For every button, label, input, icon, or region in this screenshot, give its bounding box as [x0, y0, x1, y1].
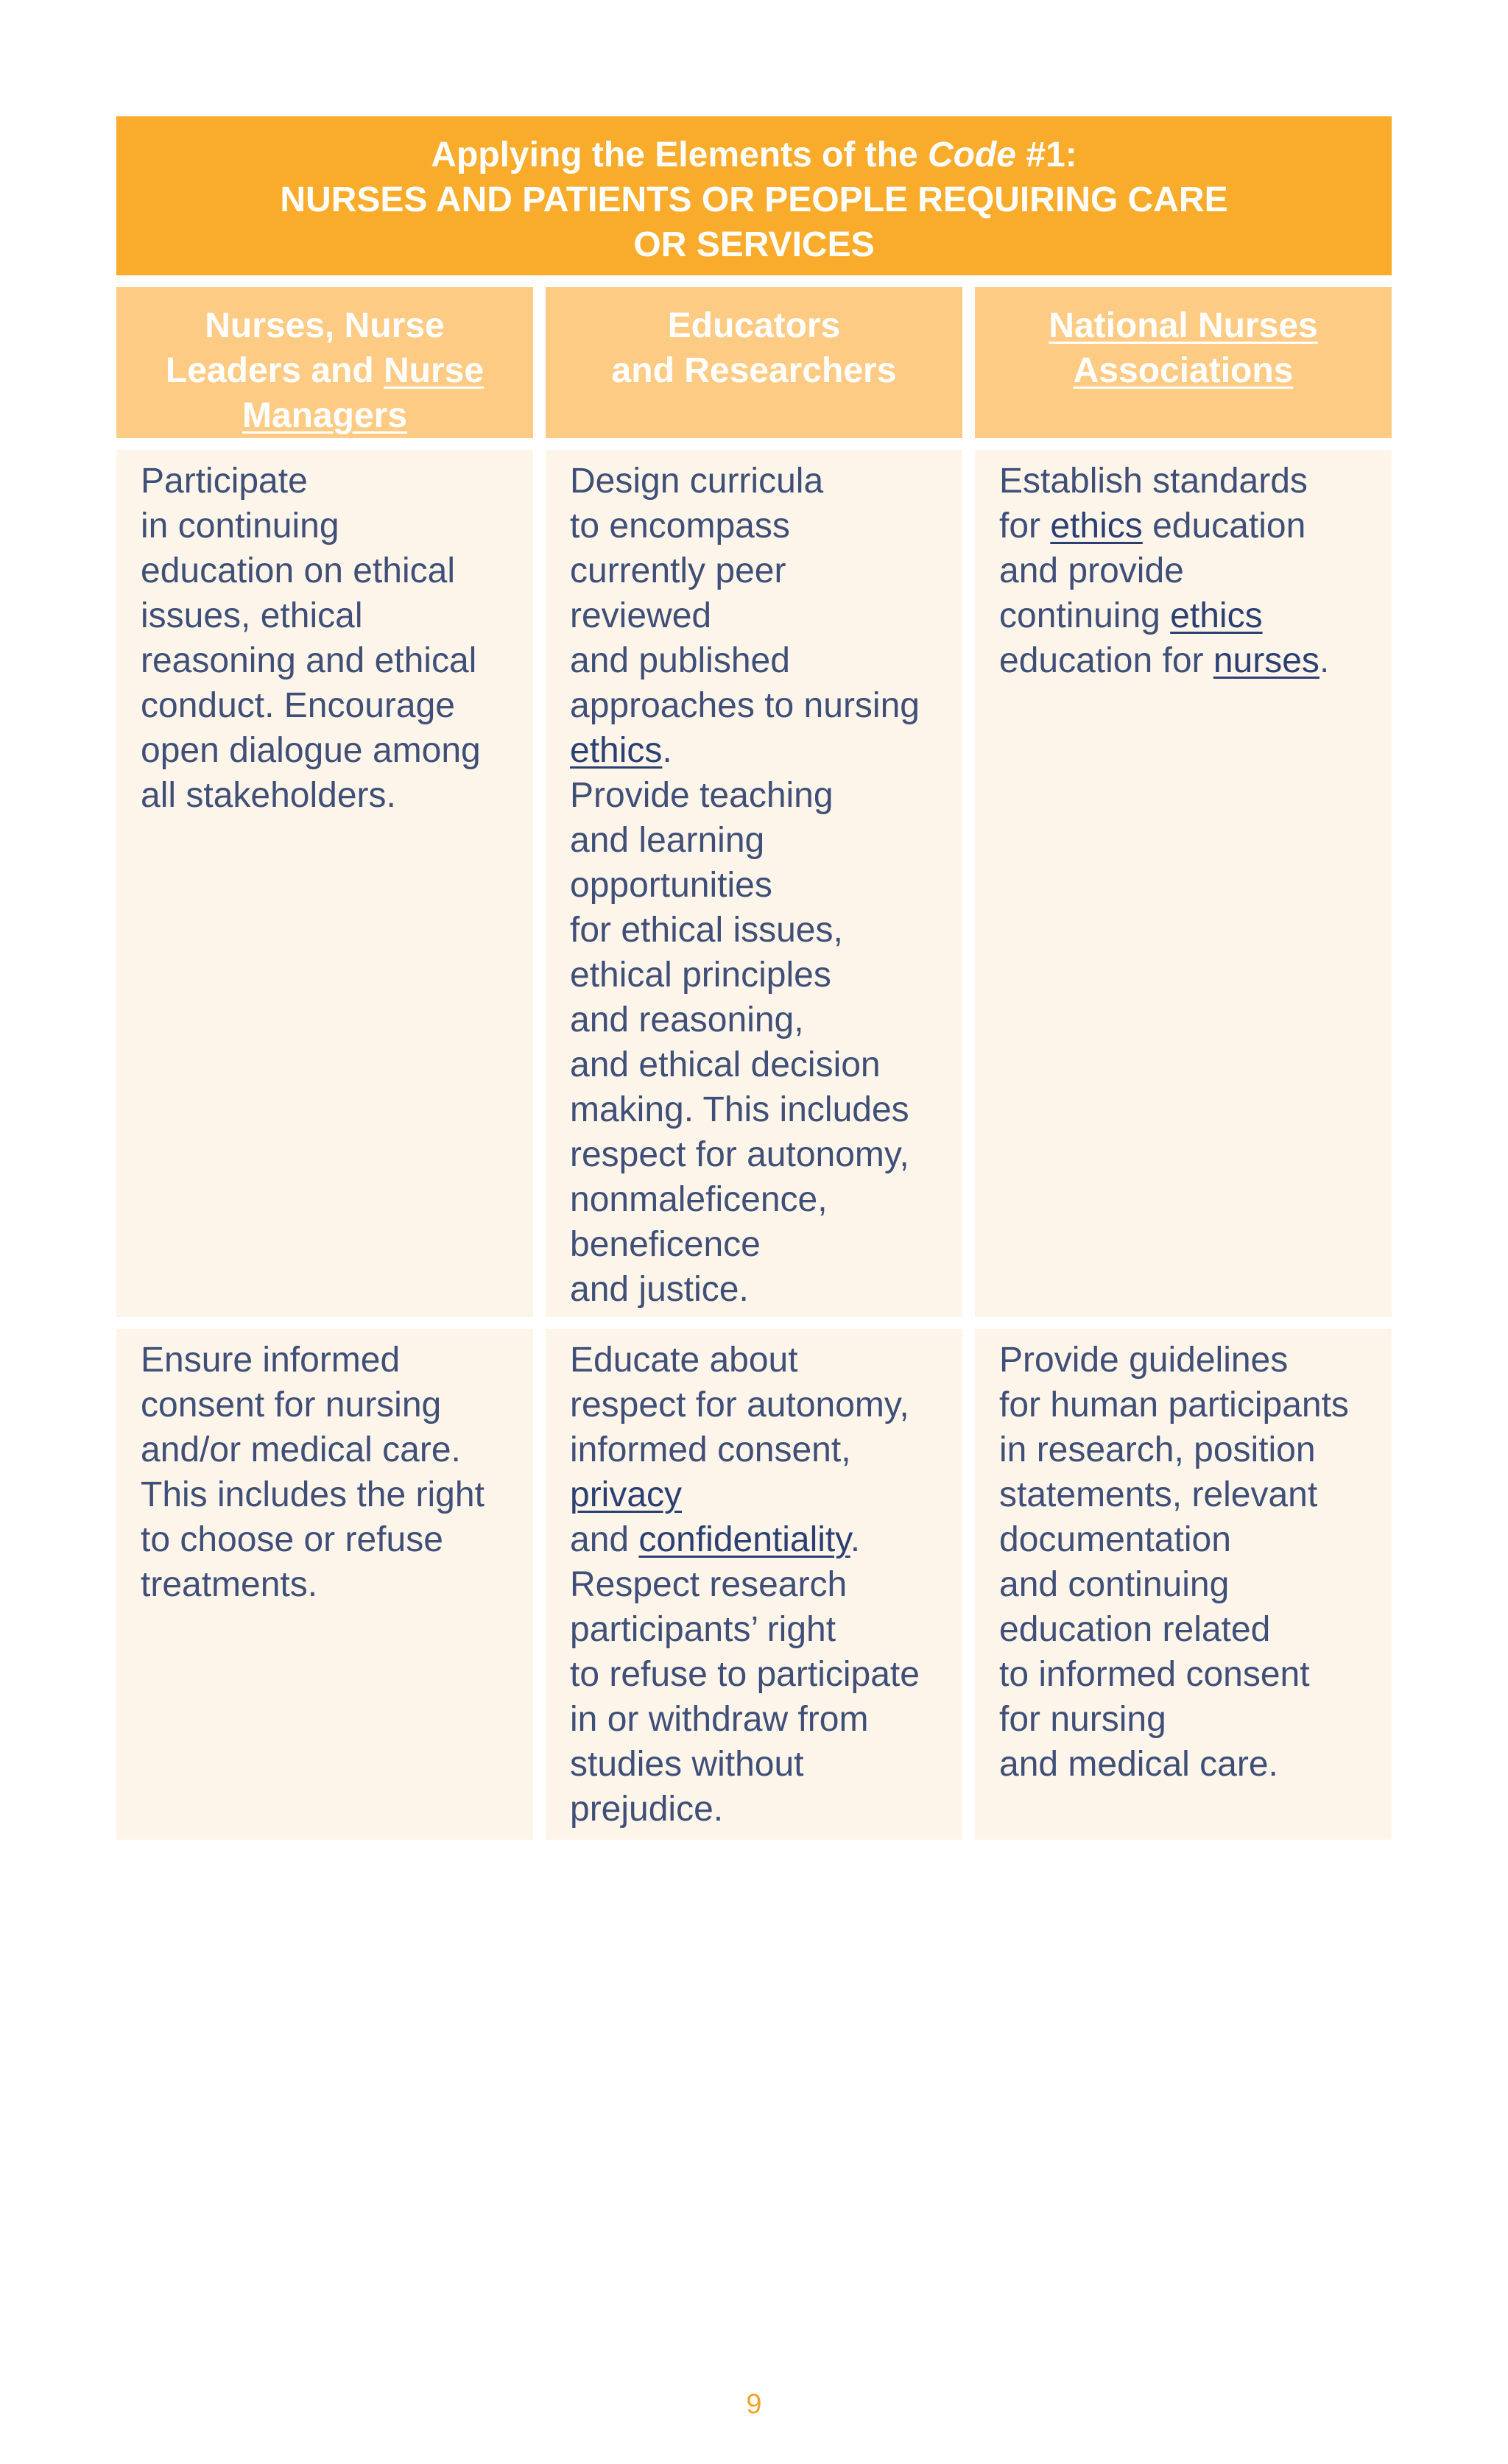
title-code-italic: Code	[928, 135, 1016, 174]
table-cell-row2-col1	[116, 1329, 533, 1840]
code-elements-table	[116, 116, 1392, 1840]
cell-text: and medical care.	[999, 1745, 1278, 1784]
privacy-link[interactable]: privacy	[570, 1475, 683, 1514]
cell-text: consent for nursing	[141, 1385, 442, 1425]
cell-text: respect for autonomy,	[570, 1135, 909, 1174]
cell-text: participants’ right	[570, 1610, 836, 1649]
cell-text: continuing	[999, 596, 1171, 635]
nurse-link[interactable]: Nurse	[384, 351, 485, 390]
cell-text: studies without	[570, 1745, 804, 1784]
cell-text: to informed consent	[999, 1655, 1310, 1694]
cell-text: reasoning and ethical	[141, 641, 477, 680]
cell-text: opportunities	[570, 866, 772, 905]
cell-text	[570, 1517, 948, 1562]
cell-text: treatments.	[141, 1565, 318, 1604]
cell-text: conduct. Encourage	[141, 686, 455, 725]
cell-text: documentation	[999, 1520, 1231, 1559]
title-line-1	[131, 133, 1377, 177]
table-cell-row2-col2	[546, 1329, 962, 1840]
cell-text: all stakeholders.	[141, 776, 396, 815]
header-text	[993, 348, 1374, 393]
cell-text: .	[662, 731, 672, 770]
cell-text: in or withdraw from	[570, 1700, 869, 1739]
column-header-educators	[546, 287, 962, 438]
cell-text: education related	[999, 1610, 1271, 1649]
cell-text: issues, ethical	[141, 596, 363, 635]
title-number: #1:	[1016, 135, 1077, 174]
cell-text	[570, 728, 948, 773]
cell-text	[999, 638, 1377, 683]
cell-text: to encompass	[570, 506, 790, 546]
column-header-national-associations	[975, 287, 1392, 438]
associations-link[interactable]: Associations	[1073, 351, 1294, 390]
nurses-link[interactable]: nurses	[1213, 641, 1320, 680]
cell-text: .	[850, 1520, 861, 1559]
title-text: Applying the Elements of the	[431, 135, 928, 174]
cell-text: Respect research	[570, 1565, 848, 1604]
cell-text: and learning	[570, 821, 765, 860]
cell-text: to choose or refuse	[141, 1520, 443, 1559]
ethics-link[interactable]: ethics	[1170, 596, 1263, 635]
cell-text: approaches to nursing	[570, 686, 920, 725]
cell-text: and published	[570, 641, 790, 680]
cell-text: education on ethical	[141, 551, 455, 590]
cell-text: informed consent,	[570, 1430, 851, 1469]
cell-text: statements, relevant	[999, 1475, 1318, 1514]
cell-text: in research, position	[999, 1430, 1316, 1469]
cell-text: Design curricula	[570, 462, 824, 501]
cell-text: for nursing	[999, 1700, 1166, 1739]
ethics-link[interactable]: ethics	[570, 731, 663, 770]
cell-text: making. This includes	[570, 1090, 909, 1129]
column-header-nurses	[116, 287, 533, 438]
cell-text: currently peer	[570, 551, 786, 590]
table-cell-row1-col3	[975, 450, 1392, 1317]
cell-text	[570, 1472, 948, 1517]
header-text	[134, 348, 515, 393]
cell-text: and reasoning,	[570, 1000, 804, 1039]
managers-link[interactable]: Managers	[242, 396, 408, 435]
cell-text: respect for autonomy,	[570, 1385, 909, 1425]
header-text: Nurses, Nurse	[205, 306, 445, 345]
header-text	[134, 393, 515, 438]
cell-text: Educate about	[570, 1341, 798, 1380]
cell-text: for	[999, 506, 1051, 546]
cell-text: open dialogue among	[141, 731, 481, 770]
confidentiality-link[interactable]: confidentiality	[638, 1520, 850, 1559]
cell-text: and ethical decision	[570, 1045, 881, 1084]
table-title	[116, 116, 1392, 275]
cell-text: prejudice.	[570, 1790, 724, 1829]
header-text: Educators	[667, 306, 841, 345]
cell-text	[999, 504, 1377, 548]
cell-text: Participate	[141, 462, 308, 501]
cell-text: and justice.	[570, 1270, 749, 1309]
cell-text: Establish standards	[999, 462, 1308, 501]
cell-text: education for	[999, 641, 1213, 680]
title-line-2: NURSES AND PATIENTS OR PEOPLE REQUIRING CARE	[280, 180, 1228, 219]
page-number: 9	[746, 2389, 762, 2420]
cell-text: ethical principles	[570, 956, 831, 995]
table-grid	[116, 287, 1392, 1840]
cell-text: for human participants	[999, 1385, 1349, 1425]
cell-text: and/or medical care.	[141, 1430, 461, 1469]
cell-text: and	[570, 1520, 639, 1559]
table-cell-row1-col1	[116, 450, 533, 1317]
national-nurses-link[interactable]: National Nurses	[1049, 306, 1318, 345]
cell-text: reviewed	[570, 596, 712, 635]
header-text: and Researchers	[611, 351, 897, 390]
table-cell-row1-col2	[546, 450, 962, 1317]
cell-text: education	[1142, 506, 1306, 546]
cell-text: and provide	[999, 551, 1184, 590]
cell-text: nonmaleficence,	[570, 1180, 828, 1219]
cell-text: beneficence	[570, 1225, 761, 1264]
table-cell-row2-col3	[975, 1329, 1392, 1840]
cell-text: This includes the right	[141, 1475, 485, 1514]
cell-text: .	[1319, 641, 1330, 680]
cell-text: Provide guidelines	[999, 1341, 1289, 1380]
header-text: Leaders and	[165, 351, 384, 390]
cell-text: to refuse to participate	[570, 1655, 920, 1694]
ethics-link[interactable]: ethics	[1050, 506, 1143, 546]
header-text	[993, 303, 1374, 348]
cell-text: for ethical issues,	[570, 911, 843, 950]
cell-text: Provide teaching	[570, 776, 834, 815]
cell-text: Ensure informed	[141, 1341, 401, 1380]
cell-text	[999, 593, 1377, 638]
cell-text: and continuing	[999, 1565, 1230, 1604]
cell-text: in continuing	[141, 506, 339, 546]
title-line-3: OR SERVICES	[633, 225, 875, 264]
